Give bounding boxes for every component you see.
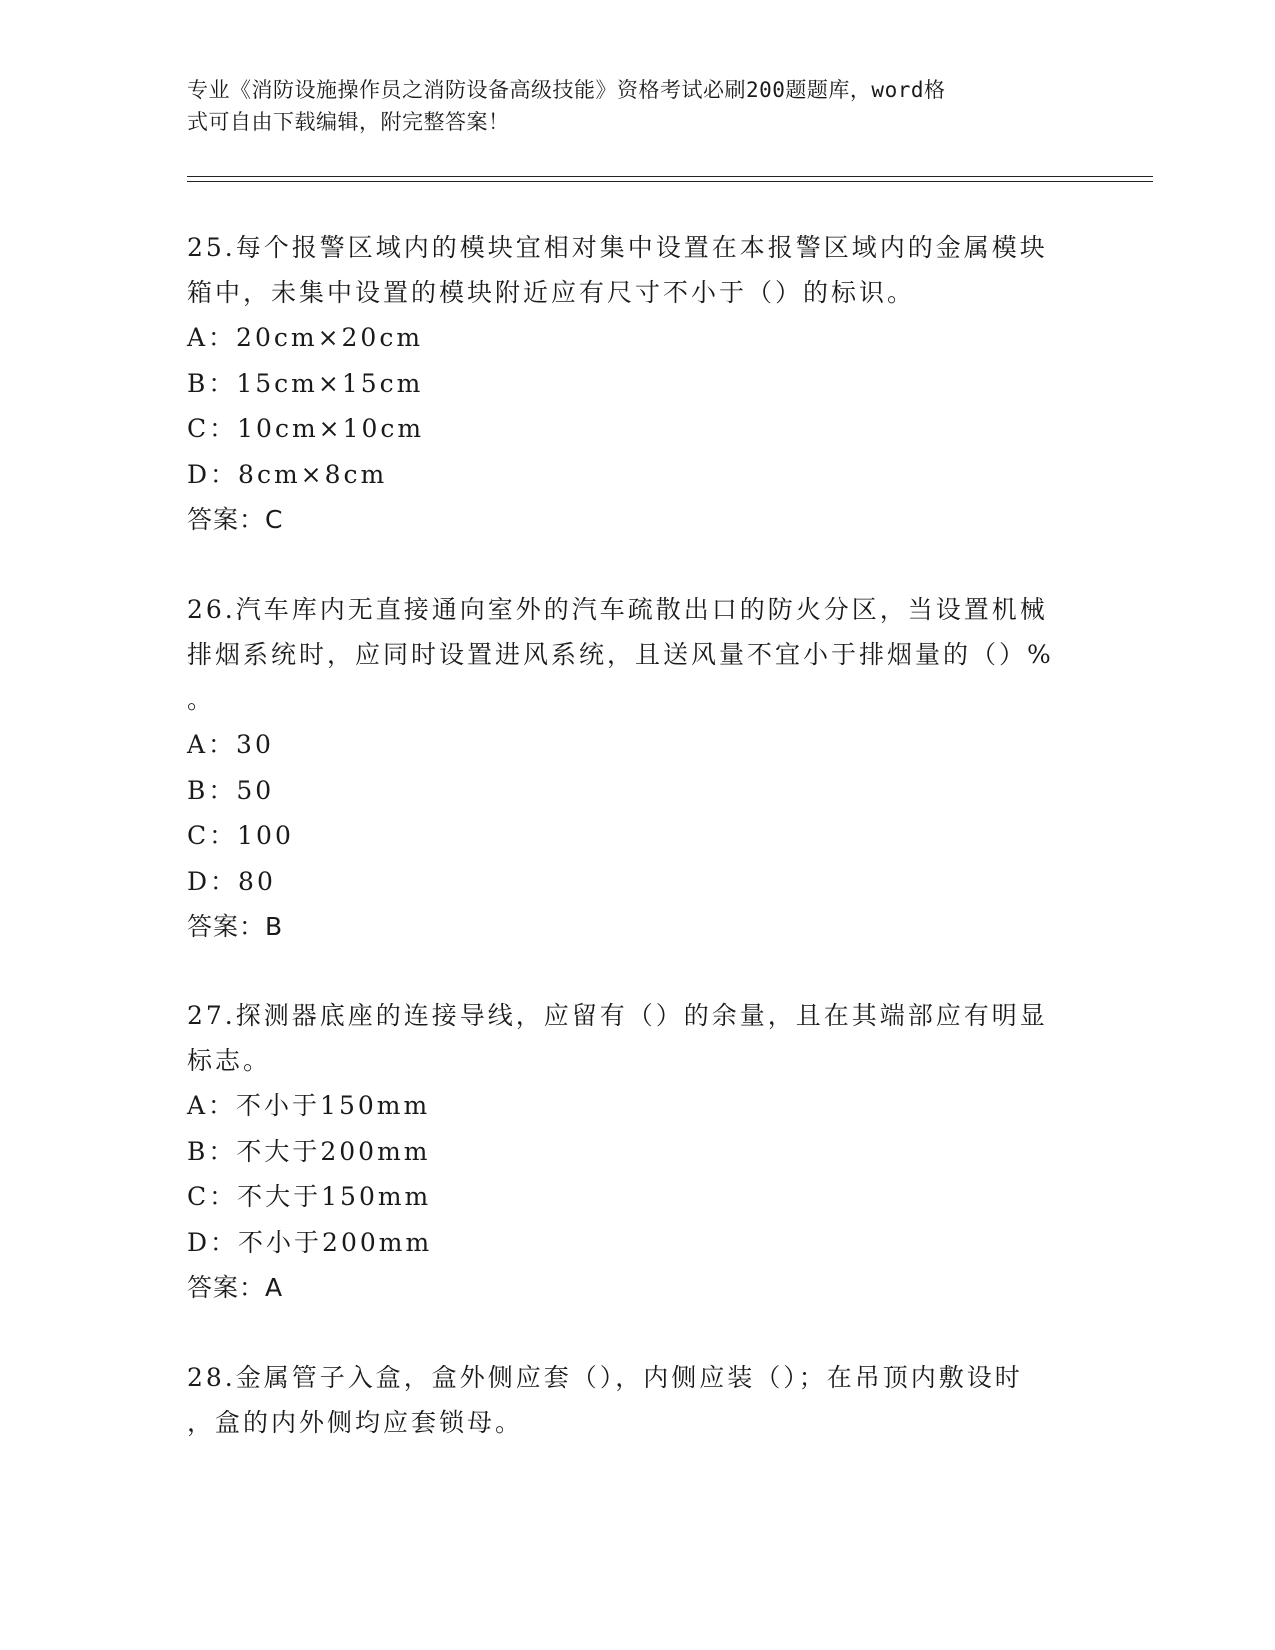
option-a: A：20cm×20cm <box>187 323 424 352</box>
header-line-1: 专业《消防设施操作员之消防设备高级技能》资格考试必刷200题题库，word格 <box>187 78 946 102</box>
question-stem-line: 箱中，未集中设置的模块附近应有尺寸不小于（）的标识。 <box>187 278 916 307</box>
document-header <box>187 74 1067 138</box>
answer: 答案：B <box>187 912 284 941</box>
option-d: D：8cm×8cm <box>187 459 388 489</box>
question-26 <box>187 587 1067 950</box>
option-d: D：不小于200mm <box>187 1227 433 1257</box>
option-c: C：10cm×10cm <box>187 414 425 443</box>
question-28 <box>187 1355 1067 1445</box>
question-stem-line: 26.汽车库内无直接通向室外的汽车疏散出口的防火分区，当设置机械 <box>187 595 1048 624</box>
option-a: A：30 <box>187 730 274 759</box>
option-c: C：100 <box>187 821 294 850</box>
answer: 答案：C <box>187 505 284 534</box>
question-stem-line: ，盒的内外侧均应套锁母。 <box>187 1408 524 1437</box>
option-b: B：50 <box>187 775 275 805</box>
question-stem-line: 排烟系统时，应同时设置进风系统，且送风量不宜小于排烟量的（）% <box>187 640 1054 669</box>
option-b: B：15cm×15cm <box>187 368 424 398</box>
option-c: C：不大于150mm <box>187 1182 432 1211</box>
header-rule-bottom <box>187 181 1153 182</box>
option-b: B：不大于200mm <box>187 1136 431 1166</box>
answer: 答案：A <box>187 1273 284 1302</box>
question-stem-line: 。 <box>187 685 216 714</box>
header-line-2: 式可自由下载编辑，附完整答案！ <box>187 110 510 134</box>
question-stem-line: 25.每个报警区域内的模块宜相对集中设置在本报警区域内的金属模块 <box>187 233 1048 262</box>
question-stem-line: 28.金属管子入盒，盒外侧应套（），内侧应装（）；在吊顶内敷设时 <box>187 1363 1023 1392</box>
question-stem-line: 27.探测器底座的连接导线，应留有（）的余量，且在其端部应有明显 <box>187 1001 1048 1030</box>
question-stem-line: 标志。 <box>187 1046 272 1075</box>
question-27 <box>187 993 1067 1311</box>
option-a: A：不小于150mm <box>187 1091 431 1120</box>
question-25 <box>187 225 1067 543</box>
option-d: D：80 <box>187 866 276 896</box>
header-rule-top <box>187 176 1153 177</box>
